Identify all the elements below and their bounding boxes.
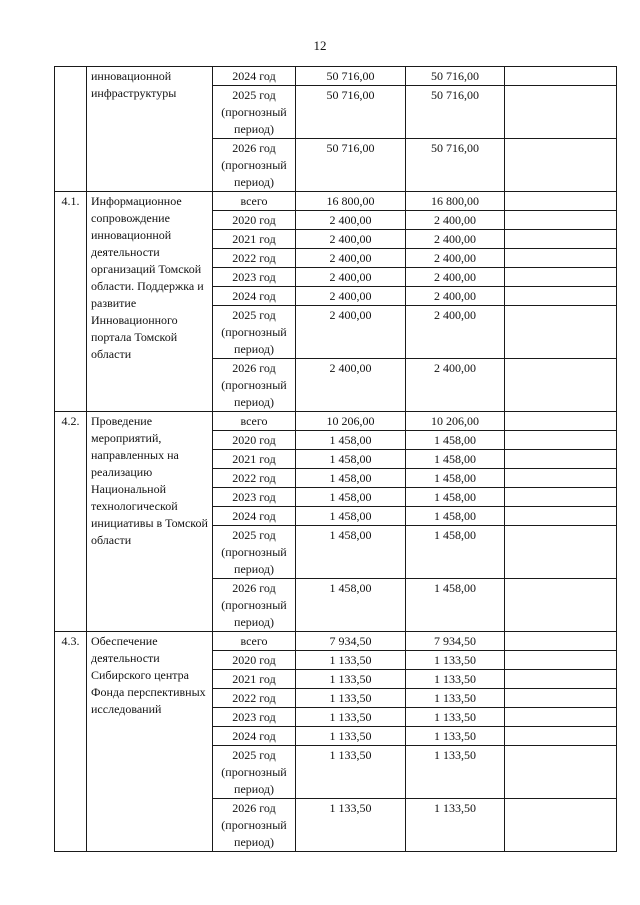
year-cell: 2024 год: [213, 727, 296, 746]
year-cell: 2025 год (прогнозный период): [213, 306, 296, 359]
empty-cell: [505, 746, 617, 799]
year-cell: 2025 год (прогнозный период): [213, 86, 296, 139]
value-cell: 1 133,50: [296, 670, 406, 689]
value-cell: 1 133,50: [406, 727, 505, 746]
empty-cell: [505, 799, 617, 852]
value-cell: 1 458,00: [406, 488, 505, 507]
value-cell: 1 133,50: [296, 746, 406, 799]
empty-cell: [505, 249, 617, 268]
value-cell: 1 133,50: [296, 689, 406, 708]
empty-cell: [505, 139, 617, 192]
empty-cell: [505, 488, 617, 507]
year-cell: 2026 год (прогнозный период): [213, 579, 296, 632]
year-cell: 2026 год (прогнозный период): [213, 799, 296, 852]
value-cell: 1 133,50: [406, 708, 505, 727]
value-cell: 2 400,00: [406, 359, 505, 412]
value-cell: 10 206,00: [296, 412, 406, 431]
value-cell: 2 400,00: [406, 306, 505, 359]
item-number-cell: 4.2.: [55, 412, 87, 632]
item-number-cell: 4.1.: [55, 192, 87, 412]
value-cell: 1 458,00: [296, 450, 406, 469]
value-cell: 2 400,00: [296, 268, 406, 287]
empty-cell: [505, 579, 617, 632]
value-cell: 1 133,50: [296, 727, 406, 746]
empty-cell: [505, 287, 617, 306]
empty-cell: [505, 632, 617, 651]
year-cell: 2022 год: [213, 249, 296, 268]
year-cell: 2026 год (прогнозный период): [213, 139, 296, 192]
value-cell: 1 458,00: [406, 469, 505, 488]
empty-cell: [505, 86, 617, 139]
item-name-cell: инновационной инфраструктуры: [87, 67, 213, 192]
value-cell: 1 458,00: [406, 450, 505, 469]
year-cell: 2023 год: [213, 708, 296, 727]
year-cell: 2021 год: [213, 450, 296, 469]
value-cell: 1 133,50: [296, 708, 406, 727]
empty-cell: [505, 211, 617, 230]
empty-cell: [505, 192, 617, 211]
year-cell: всего: [213, 632, 296, 651]
value-cell: 1 458,00: [296, 469, 406, 488]
value-cell: 2 400,00: [296, 287, 406, 306]
value-cell: 50 716,00: [406, 139, 505, 192]
year-cell: 2026 год (прогнозный период): [213, 359, 296, 412]
value-cell: 1 133,50: [296, 799, 406, 852]
year-cell: 2024 год: [213, 507, 296, 526]
empty-cell: [505, 670, 617, 689]
value-cell: 1 133,50: [406, 670, 505, 689]
empty-cell: [505, 708, 617, 727]
empty-cell: [505, 450, 617, 469]
value-cell: 2 400,00: [406, 249, 505, 268]
item-name-cell: Обеспечение деятельности Сибирского центра Фонда перспективных исследований: [87, 632, 213, 852]
year-cell: 2025 год (прогнозный период): [213, 746, 296, 799]
year-cell: 2023 год: [213, 488, 296, 507]
value-cell: 1 458,00: [406, 579, 505, 632]
value-cell: 1 458,00: [296, 526, 406, 579]
value-cell: 1 458,00: [406, 507, 505, 526]
empty-cell: [505, 431, 617, 450]
value-cell: 2 400,00: [406, 287, 505, 306]
table-row: [55, 67, 617, 86]
value-cell: 1 458,00: [406, 526, 505, 579]
value-cell: 1 458,00: [406, 431, 505, 450]
value-cell: 2 400,00: [406, 230, 505, 249]
value-cell: 1 133,50: [296, 651, 406, 670]
year-cell: 2024 год: [213, 67, 296, 86]
item-name-cell: Информационное сопровождение инновационной деятельности организаций Томской области. Поддержка и развитие Инновационного портала Томской области: [87, 192, 213, 412]
value-cell: 10 206,00: [406, 412, 505, 431]
page-number: 12: [313, 38, 327, 53]
item-number-cell: 4.3.: [55, 632, 87, 852]
empty-cell: [505, 412, 617, 431]
year-cell: 2021 год: [213, 670, 296, 689]
year-cell: 2020 год: [213, 651, 296, 670]
year-cell: 2022 год: [213, 469, 296, 488]
empty-cell: [505, 507, 617, 526]
table-row: [55, 632, 617, 651]
table-row: [55, 192, 617, 211]
year-cell: 2021 год: [213, 230, 296, 249]
value-cell: 50 716,00: [406, 67, 505, 86]
value-cell: 2 400,00: [296, 359, 406, 412]
budget-table-body: [55, 67, 617, 852]
item-name-cell: Проведение мероприятий, направленных на реализацию Национальной технологической инициативы в Томской области: [87, 412, 213, 632]
value-cell: 2 400,00: [296, 211, 406, 230]
item-number-cell: [55, 67, 87, 192]
value-cell: 1 458,00: [296, 579, 406, 632]
value-cell: 1 133,50: [406, 746, 505, 799]
value-cell: 2 400,00: [296, 306, 406, 359]
year-cell: 2025 год (прогнозный период): [213, 526, 296, 579]
year-cell: 2020 год: [213, 211, 296, 230]
year-cell: всего: [213, 192, 296, 211]
empty-cell: [505, 306, 617, 359]
table-row: [55, 412, 617, 431]
year-cell: всего: [213, 412, 296, 431]
value-cell: 1 133,50: [406, 651, 505, 670]
year-cell: 2023 год: [213, 268, 296, 287]
year-cell: 2020 год: [213, 431, 296, 450]
value-cell: 50 716,00: [296, 67, 406, 86]
value-cell: 7 934,50: [296, 632, 406, 651]
year-cell: 2022 год: [213, 689, 296, 708]
value-cell: 16 800,00: [406, 192, 505, 211]
empty-cell: [505, 651, 617, 670]
value-cell: 16 800,00: [296, 192, 406, 211]
empty-cell: [505, 469, 617, 488]
year-cell: 2024 год: [213, 287, 296, 306]
empty-cell: [505, 67, 617, 86]
value-cell: 1 458,00: [296, 431, 406, 450]
empty-cell: [505, 526, 617, 579]
value-cell: 2 400,00: [296, 249, 406, 268]
value-cell: 7 934,50: [406, 632, 505, 651]
value-cell: 50 716,00: [296, 86, 406, 139]
empty-cell: [505, 359, 617, 412]
value-cell: 1 458,00: [296, 488, 406, 507]
value-cell: 2 400,00: [406, 211, 505, 230]
value-cell: 1 133,50: [406, 799, 505, 852]
empty-cell: [505, 268, 617, 287]
value-cell: 2 400,00: [296, 230, 406, 249]
value-cell: 50 716,00: [406, 86, 505, 139]
value-cell: 50 716,00: [296, 139, 406, 192]
empty-cell: [505, 727, 617, 746]
value-cell: 2 400,00: [406, 268, 505, 287]
value-cell: 1 458,00: [296, 507, 406, 526]
value-cell: 1 133,50: [406, 689, 505, 708]
empty-cell: [505, 230, 617, 249]
empty-cell: [505, 689, 617, 708]
budget-table: [54, 66, 617, 852]
